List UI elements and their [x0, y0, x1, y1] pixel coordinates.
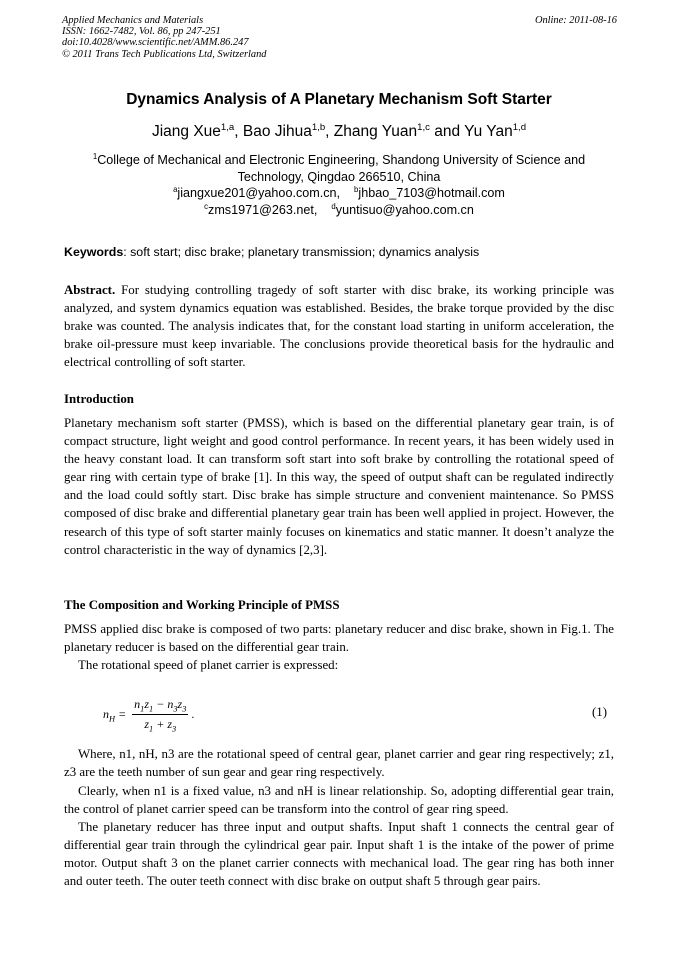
clearly-paragraph: Clearly, when n1 is a fixed value, n3 and nH is linear relationship. So, adopting differential gear train, the control of planet carrier speed can be transform into the control of gear ring speed.	[64, 784, 614, 817]
author-name: Bao Jihua	[242, 123, 312, 140]
email: jiangxue201@yahoo.com.cn,	[177, 186, 341, 200]
affiliation	[80, 152, 598, 218]
email-sup: b	[354, 184, 359, 194]
paper-title: Dynamics Analysis of A Planetary Mechanism Soft Starter	[126, 91, 552, 108]
composition-paragraph: PMSS applied disc brake is composed of two parts: planetary reducer and disc brake, shown in Fig.1. The planetary reducer is based on the differential gear train.	[64, 622, 614, 655]
author-sup: 1,d	[512, 121, 527, 133]
page-header	[62, 15, 617, 60]
keywords-label: Keywords	[64, 245, 124, 259]
affiliation-line: Technology, Qingdao 266510, China	[237, 169, 441, 184]
author-sup: 1,a	[220, 121, 235, 133]
abstract-label: Abstract.	[64, 283, 116, 297]
online-date: Online: 2011-08-16	[534, 15, 617, 26]
author-list: Jiang Xue$^{1,a}$, Bao Jihua$^{1,b}$, Zhang Yuan$^{1,c}$ and Yu Yan$^{1,d}$	[151, 121, 527, 140]
email-line	[80, 202, 598, 219]
abstract	[64, 281, 614, 371]
affiliation-line	[80, 152, 598, 169]
rotational-speed-paragraph: The rotational speed of planet carrier is expressed:	[78, 658, 339, 672]
journal-name: Applied Mechanics and Materials	[62, 15, 204, 26]
email-sup: c	[204, 201, 209, 211]
email: yuntisuo@yahoo.com.cn	[335, 202, 474, 217]
copyright-line: © 2011 Trans Tech Publications Ltd, Switzerland	[62, 48, 267, 60]
email: zms1971@263.net,	[208, 202, 318, 217]
issn-line: ISSN: 1662-7482, Vol. 86, pp 247-251	[62, 26, 221, 38]
email: jhbao_7103@hotmail.com	[358, 186, 505, 200]
email-line	[80, 185, 598, 202]
author-name: Jiang Xue	[151, 123, 221, 140]
equation-1: $n_H$ = $\frac{n_1z_1 - n_3z_3}{z_1 + z_3}$ .	[103, 697, 195, 734]
email-sup: d	[331, 201, 336, 211]
affiliation-sup: 1	[92, 151, 98, 161]
author-sup: 1,b	[311, 121, 326, 133]
email-sup: a	[173, 184, 178, 194]
abstract-text: For studying controlling tragedy of soft starter with disc brake, its working principle was analyzed, and system dynamics equation was established. Besides, the brake torque provided by the disc brake was counted. The analysis indicates that, for the constant load starting in uniform acceleration, the brake oil-pressure must keep invariable. The conclusions provide theoretical basis for the hydraulic and electrical controlling of soft starter.	[64, 283, 614, 370]
author-sup: 1,c	[417, 121, 430, 133]
equation-number: (1)	[592, 705, 608, 719]
section-heading-composition: The Composition and Working Principle of PMSS	[64, 598, 340, 612]
doi-line: doi:10.4028/www.scientific.net/AMM.86.247	[62, 37, 249, 49]
author-name: Zhang Yuan	[333, 123, 418, 140]
keywords	[64, 245, 624, 259]
affiliation-text: College of Mechanical and Electronic Engineering, Shandong University of Science and	[97, 153, 586, 167]
planetary-reducer-paragraph: The planetary reducer has three input and output shafts. Input shaft 1 connects the central gear of differential gear train through the cylindrical gear pair. Input shaft 1 is the intake of the power of prime motor. Output shaft 3 on the planet carrier connects with mechanical load. The gear ring has both inner and outer teeth. The outer teeth connect with disc brake on output shaft 5 through gear pairs.	[64, 820, 614, 889]
section-heading-introduction: Introduction	[64, 392, 134, 406]
where-paragraph: Where, n1, nH, n3 are the rotational speed of central gear, planet carrier and gear ring respectively; z1, z3 are the teeth number of sun gear and gear ring respectively.	[64, 747, 614, 780]
keywords-text: : soft start; disc brake; planetary transmission; dynamics analysis	[123, 245, 480, 259]
author-name: Yu Yan	[464, 123, 513, 140]
introduction-paragraph: Planetary mechanism soft starter (PMSS), which is based on the differential planetary gear train, is of compact structure, light weight and good control performance. In recent years, it has been widely used in the heavy constant load. It can transform soft start into soft brake by controlling the rotational speed of gear ring with certain type of brake [1]. In this way, the speed of output shaft can be regulated indirectly and the load could softly start. Disc brake has simple structure and convenient maintenance. So PMSS composed of disc brake and differential planetary gear train has been well applied in project. However, the research of this type of soft starter mainly focuses on kinematics and static manner. It doesn’t analyze the control characteristic in the way of dynamics [2,3].	[64, 416, 614, 557]
